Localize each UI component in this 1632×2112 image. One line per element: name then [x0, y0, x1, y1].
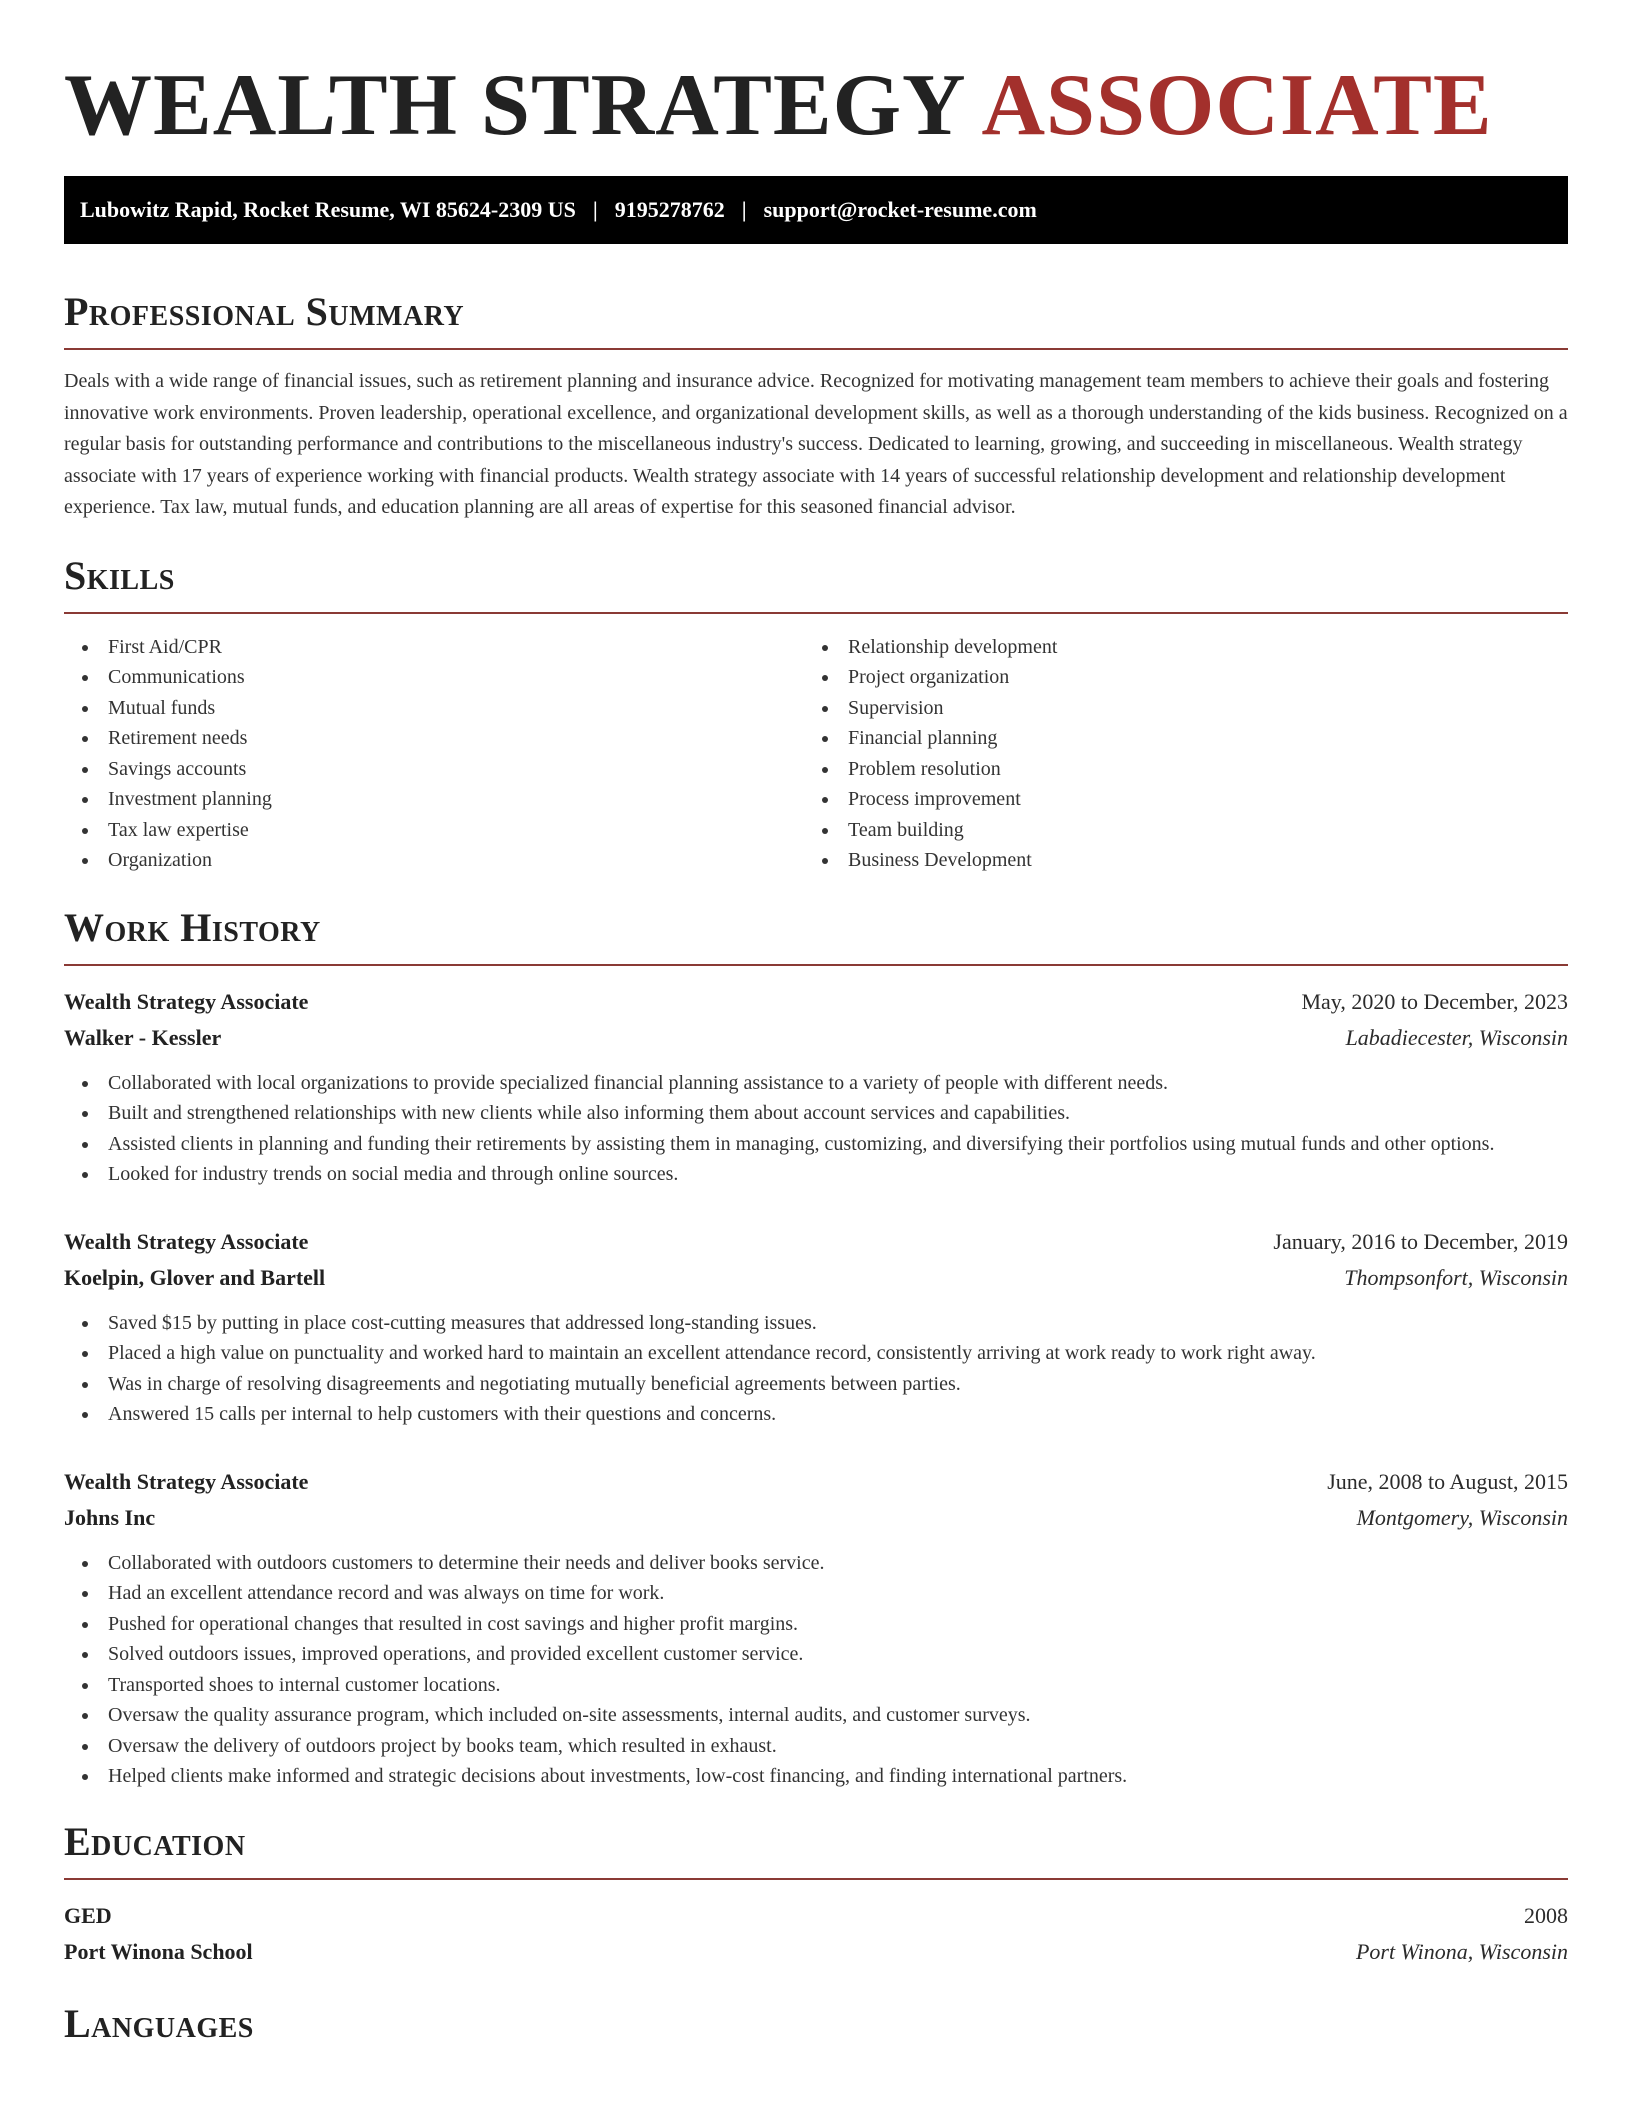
job-bullet: Transported shoes to internal customer locations. [64, 1670, 1568, 1701]
name-last: ASSOCIATE [981, 57, 1493, 154]
job-entry [64, 1224, 1568, 1430]
contact-separator: | [741, 197, 747, 222]
education-year: 2008 [1524, 1902, 1568, 1928]
skill-item: Business Development [804, 845, 1544, 876]
skill-item: Financial planning [804, 723, 1544, 754]
job-bullet: Looked for industry trends on social media and through online sources. [64, 1159, 1568, 1190]
contact-address: Lubowitz Rapid, Rocket Resume, WI 85624-2309 US [80, 197, 576, 222]
contact-bar [64, 176, 1568, 244]
job-bullet: Answered 15 calls per internal to help customers with their questions and concerns. [64, 1399, 1568, 1430]
job-bullet: Was in charge of resolving disagreements and negotiating mutually beneficial agreements between parties. [64, 1369, 1568, 1400]
job-header [64, 1224, 1568, 1260]
resume-name [64, 0, 1568, 156]
job-bullet: Collaborated with outdoors customers to determine their needs and deliver books service. [64, 1548, 1568, 1579]
job-company: Koelpin, Glover and Bartell [64, 1264, 326, 1290]
skill-item: Investment planning [64, 784, 804, 815]
job-entry [64, 1464, 1568, 1792]
skill-item: Problem resolution [804, 754, 1544, 785]
skill-item: Savings accounts [64, 754, 804, 785]
skill-item: Organization [64, 845, 804, 876]
skill-item: Retirement needs [64, 723, 804, 754]
education-school: Port Winona School [64, 1938, 253, 1964]
skill-item: Communications [64, 662, 804, 693]
contact-phone: 9195278762 [614, 197, 725, 222]
skill-item: Mutual funds [64, 693, 804, 724]
skill-item: First Aid/CPR [64, 632, 804, 663]
job-dates: January, 2016 to December, 2019 [1273, 1228, 1568, 1254]
job-bullet: Solved outdoors issues, improved operations, and provided excellent customer service. [64, 1639, 1568, 1670]
skill-item: Process improvement [804, 784, 1544, 815]
name-first: WEALTH STRATEGY [64, 57, 964, 154]
job-bullet: Oversaw the delivery of outdoors project by books team, which resulted in exhaust. [64, 1731, 1568, 1762]
job-title: Wealth Strategy Associate [64, 1468, 309, 1494]
job-bullet: Saved $15 by putting in place cost-cutting measures that addressed long-standing issues. [64, 1308, 1568, 1339]
job-header [64, 984, 1568, 1020]
section-divider [64, 348, 1568, 350]
section-title-work-history: Work History [64, 904, 321, 950]
job-location: Montgomery, Wisconsin [1356, 1504, 1568, 1530]
job-bullet: Had an excellent attendance record and was always on time for work. [64, 1578, 1568, 1609]
job-bullets [64, 1308, 1568, 1430]
job-bullets [64, 1548, 1568, 1792]
summary-text: Deals with a wide range of financial issues, such as retirement planning and insurance advice. Recognized for motivating management team members to achieve their goals and fostering innovative work environments. Proven leadership, operational excellence, and organizational development skills, as well as a thorough understanding of the kids business. Recognized on a regular basis for outstanding performance and contributions to the miscellaneous industry's success. Dedicated to learning, growing, and succeeding in miscellaneous. Wealth strategy associate with 17 years of experience working with financial products. Wealth strategy associate with 14 years of successful relationship development and relationship development experience. Tax law, mutual funds, and education planning are all areas of expertise for this seasoned financial advisor. [64, 370, 1568, 518]
section-divider [64, 612, 1568, 614]
skill-item: Tax law expertise [64, 815, 804, 846]
education-location: Port Winona, Wisconsin [1355, 1938, 1568, 1964]
job-bullet: Helped clients make informed and strategic decisions about investments, low-cost financing, and finding international partners. [64, 1761, 1568, 1792]
section-title-summary: Professional Summary [64, 289, 465, 334]
skills-column-right [804, 632, 1544, 876]
skill-item: Supervision [804, 693, 1544, 724]
skills-column-left [64, 632, 804, 876]
section-title-skills: Skills [64, 552, 175, 598]
job-bullet: Placed a high value on punctuality and worked hard to maintain an excellent attendance record, consistently arriving at work ready to work right away. [64, 1338, 1568, 1369]
job-title: Wealth Strategy Associate [64, 1228, 309, 1254]
education-degree: GED [64, 1902, 112, 1928]
job-title: Wealth Strategy Associate [64, 988, 309, 1014]
job-bullet: Assisted clients in planning and funding their retirements by assisting them in managing, customizing, and diversifying their portfolios using mutual funds and other options. [64, 1129, 1568, 1160]
job-subheader [64, 1500, 1568, 1536]
contact-email: support@rocket-resume.com [763, 197, 1037, 222]
education-header [64, 1898, 1568, 1934]
job-bullet: Pushed for operational changes that resulted in cost savings and higher profit margins. [64, 1609, 1568, 1640]
job-location: Labadiecester, Wisconsin [1345, 1024, 1568, 1050]
job-company: Johns Inc [64, 1504, 156, 1530]
contact-separator: | [592, 197, 598, 222]
job-subheader [64, 1020, 1568, 1056]
section-divider [64, 1878, 1568, 1880]
job-bullet: Oversaw the quality assurance program, which included on-site assessments, internal audits, and customer surveys. [64, 1700, 1568, 1731]
education-subheader [64, 1934, 1568, 1970]
skill-item: Project organization [804, 662, 1544, 693]
section-title-languages: Languages [64, 2000, 254, 2046]
job-entry [64, 984, 1568, 1190]
job-bullet: Built and strengthened relationships with new clients while also informing them about account services and capabilities. [64, 1098, 1568, 1129]
job-dates: May, 2020 to December, 2023 [1301, 988, 1568, 1014]
skill-item: Team building [804, 815, 1544, 846]
job-subheader [64, 1260, 1568, 1296]
skills-list [64, 632, 1568, 876]
job-bullet: Collaborated with local organizations to provide specialized financial planning assistance to a variety of people with different needs. [64, 1068, 1568, 1099]
job-company: Walker - Kessler [64, 1024, 222, 1050]
job-header [64, 1464, 1568, 1500]
section-divider [64, 964, 1568, 966]
job-dates: June, 2008 to August, 2015 [1327, 1468, 1568, 1494]
skill-item: Relationship development [804, 632, 1544, 663]
job-bullets [64, 1068, 1568, 1190]
education-entry [64, 1898, 1568, 1970]
section-title-education: Education [64, 1818, 246, 1864]
job-location: Thompsonfort, Wisconsin [1344, 1264, 1568, 1290]
